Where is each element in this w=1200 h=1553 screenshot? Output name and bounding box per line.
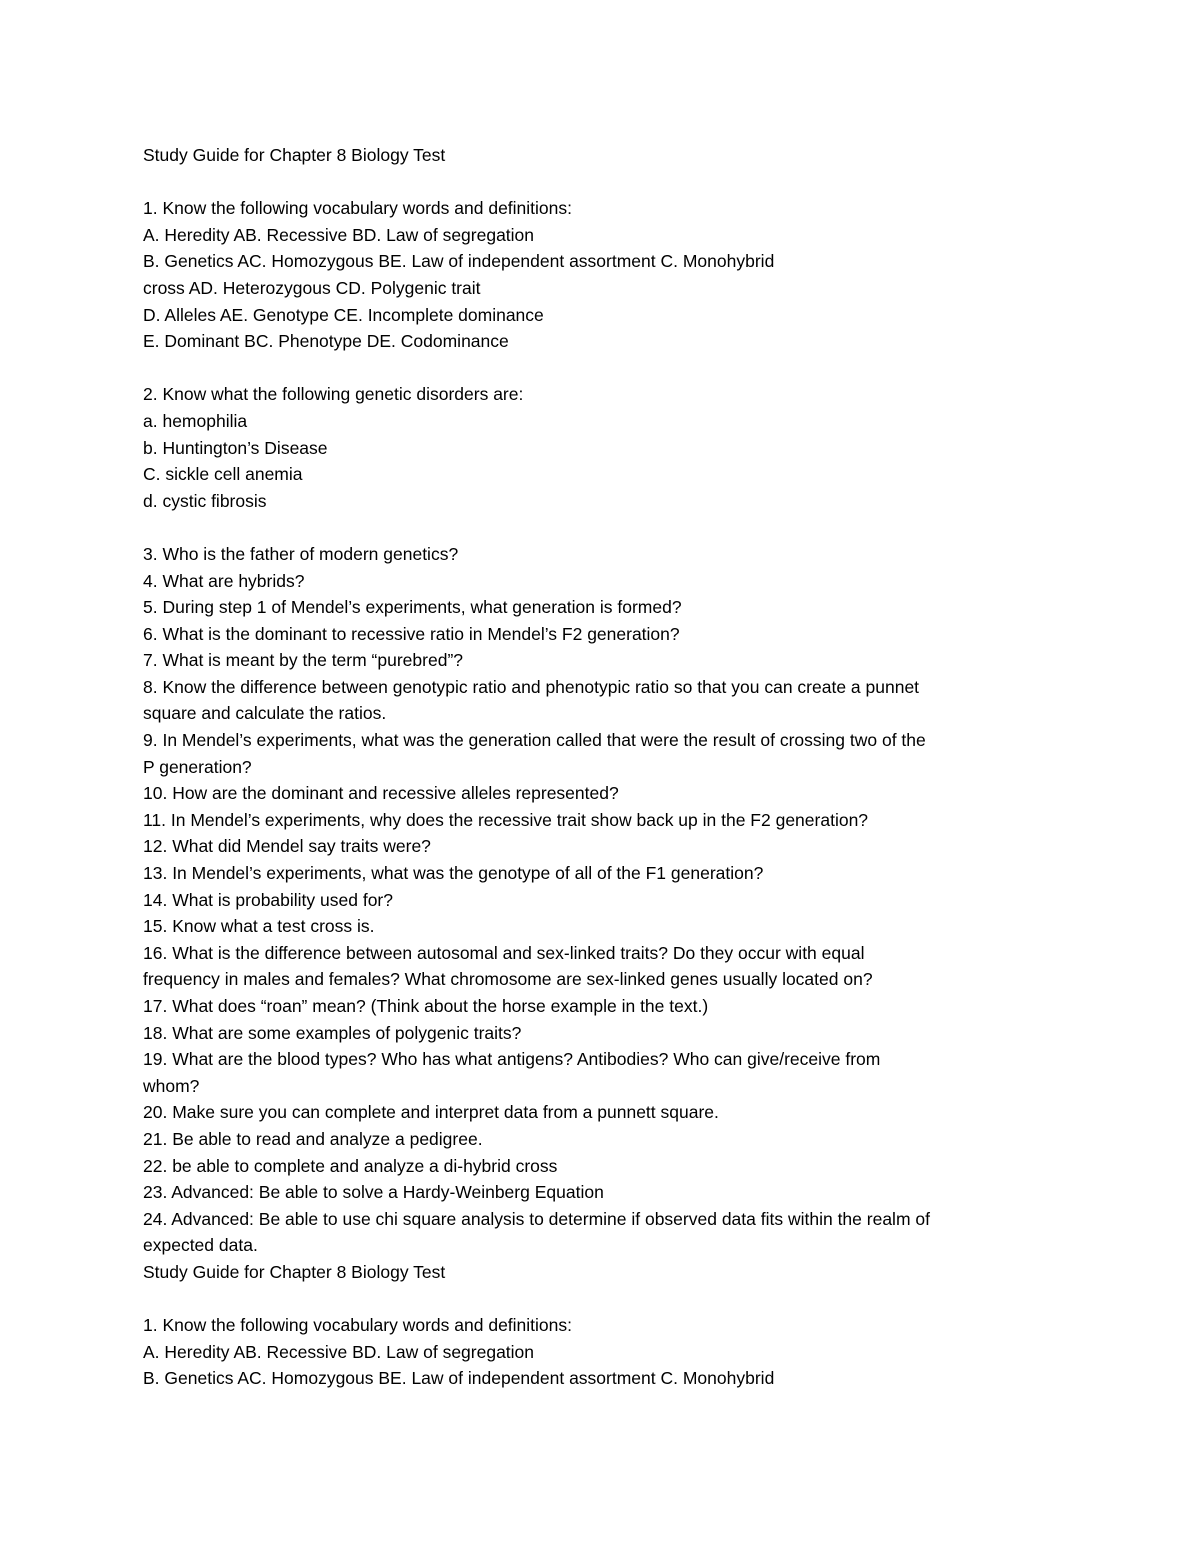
question-line: 9. In Mendel’s experiments, what was the generation called that were the result of crossing two of the	[143, 730, 926, 751]
vocab-line: D. Alleles AE. Genotype CE. Incomplete dominance	[143, 304, 544, 325]
question-line: 16. What is the difference between autosomal and sex-linked traits? Do they occur with equal	[143, 942, 865, 963]
vocab-line: B. Genetics AC. Homozygous BE. Law of independent assortment C. Monohybrid	[143, 1368, 775, 1389]
question-line: 10. How are the dominant and recessive alleles represented?	[143, 783, 619, 804]
vocab-line: E. Dominant BC. Phenotype DE. Codominance	[143, 331, 509, 352]
vocab-line: cross AD. Heterozygous CD. Polygenic trait	[143, 277, 481, 298]
question-line: square and calculate the ratios.	[143, 703, 387, 724]
question-line: 7. What is meant by the term “purebred”?	[143, 650, 463, 671]
question-line: 4. What are hybrids?	[143, 570, 305, 591]
blank-line	[143, 169, 1073, 196]
blank-line	[143, 514, 1073, 541]
vocab-line: A. Heredity AB. Recessive BD. Law of segregation	[143, 1341, 535, 1362]
vocab-line: A. Heredity AB. Recessive BD. Law of segregation	[143, 224, 535, 245]
disorder-line: C. sickle cell anemia	[143, 464, 303, 485]
question-line: expected data.	[143, 1235, 258, 1256]
question-line: 22. be able to complete and analyze a di-hybrid cross	[143, 1155, 558, 1176]
repeated-title: Study Guide for Chapter 8 Biology Test	[143, 1261, 446, 1282]
question-line: 3. Who is the father of modern genetics?	[143, 543, 459, 564]
document-title: Study Guide for Chapter 8 Biology Test	[143, 145, 446, 165]
question-line: whom?	[143, 1075, 200, 1096]
question-line: P generation?	[143, 756, 252, 777]
blank-line	[143, 1286, 1073, 1313]
vocab-line: B. Genetics AC. Homozygous BE. Law of independent assortment C. Monohybrid	[143, 251, 775, 272]
question-line: 5. During step 1 of Mendel’s experiments, what generation is formed?	[143, 597, 682, 618]
question-line: 13. In Mendel’s experiments, what was the genotype of all of the F1 generation?	[143, 863, 764, 884]
question-line: 24. Advanced: Be able to use chi square analysis to determine if observed data fits within the realm of	[143, 1208, 930, 1229]
question-line: 19. What are the blood types? Who has what antigens? Antibodies? Who can give/receive from	[143, 1049, 881, 1070]
question-line: 17. What does “roan” mean? (Think about the horse example in the text.)	[143, 996, 709, 1016]
disorder-line: a. hemophilia	[143, 410, 248, 431]
question-line: frequency in males and females? What chromosome are sex-linked genes usually located on?	[143, 969, 873, 990]
disorder-line: d. cystic fibrosis	[143, 490, 267, 511]
question-line: 14. What is probability used for?	[143, 889, 393, 910]
question-line: 20. Make sure you can complete and interpret data from a punnett square.	[143, 1102, 719, 1123]
question-line: 12. What did Mendel say traits were?	[143, 836, 431, 857]
question-line: 6. What is the dominant to recessive ratio in Mendel’s F2 generation?	[143, 623, 680, 644]
item-1-heading: 1. Know the following vocabulary words and definitions:	[143, 198, 572, 219]
item-2-heading: 2. Know what the following genetic disorders are:	[143, 384, 524, 405]
question-line: 8. Know the difference between genotypic ratio and phenotypic ratio so that you can create a punnet	[143, 676, 920, 697]
disorder-line: b. Huntington’s Disease	[143, 437, 328, 458]
item-1-heading-repeat: 1. Know the following vocabulary words and definitions:	[143, 1315, 572, 1336]
question-line: 11. In Mendel’s experiments, why does the recessive trait show back up in the F2 generation?	[143, 809, 869, 830]
document-body	[143, 142, 1073, 1392]
question-line: 18. What are some examples of polygenic traits?	[143, 1022, 522, 1043]
question-line: 15. Know what a test cross is.	[143, 916, 375, 937]
question-line: 23. Advanced: Be able to solve a Hardy-Weinberg Equation	[143, 1182, 604, 1203]
blank-line	[143, 355, 1073, 382]
question-line: 21. Be able to read and analyze a pedigree.	[143, 1128, 483, 1149]
